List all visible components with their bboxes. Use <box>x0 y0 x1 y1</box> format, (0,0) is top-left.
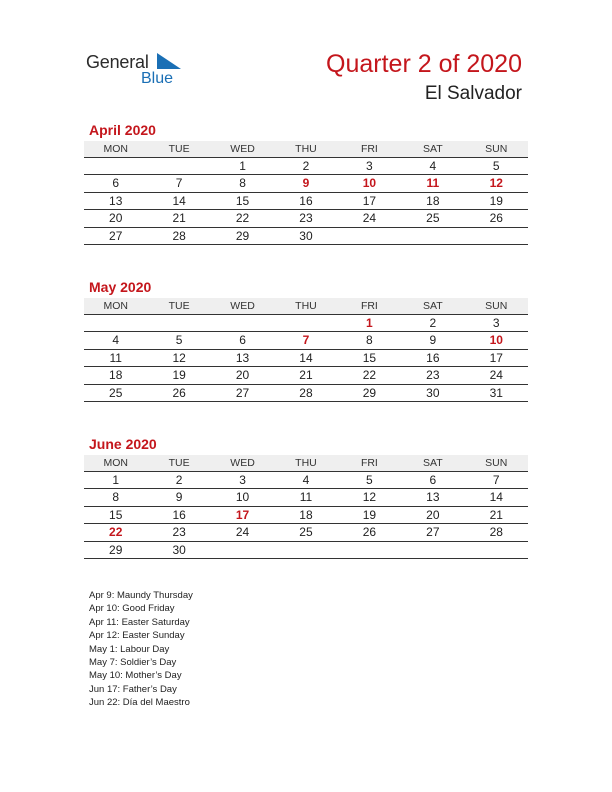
day-cell: 26 <box>172 385 186 400</box>
day-cell: 29 <box>109 542 123 557</box>
week-row <box>84 350 528 367</box>
holiday-item: Apr 9: Maundy Thursday <box>89 590 193 601</box>
day-cell: 28 <box>299 385 313 400</box>
day-cell: 28 <box>489 525 503 540</box>
day-cell: 30 <box>426 385 440 400</box>
week-row <box>84 315 528 332</box>
month-calendar-april <box>84 122 528 245</box>
week-row <box>84 472 528 489</box>
day-cell: 12 <box>489 176 503 191</box>
weekday-label: SAT <box>422 300 443 312</box>
day-cell <box>274 542 337 558</box>
day-cell: 7 <box>302 333 310 348</box>
day-cell: 5 <box>175 333 183 348</box>
weekday-label: SUN <box>485 143 508 155</box>
day-cell: 20 <box>109 211 123 226</box>
day-cell: 1 <box>112 473 120 487</box>
generalblue-logo <box>86 52 186 92</box>
weekday-label: WED <box>230 143 255 155</box>
day-cell: 2 <box>302 159 310 173</box>
day-cell: 25 <box>109 385 123 400</box>
day-cell: 9 <box>175 490 183 505</box>
holiday-item: Apr 10: Good Friday <box>89 603 175 615</box>
day-cell: 8 <box>366 333 373 348</box>
day-cell: 29 <box>235 228 250 243</box>
page-title: Quarter 2 of 2020 <box>326 50 522 78</box>
week-row <box>84 367 528 384</box>
day-cell: 20 <box>235 368 250 383</box>
month-title: April 2020 <box>89 122 156 138</box>
day-cell: 24 <box>489 368 503 383</box>
day-cell: 16 <box>172 507 186 522</box>
day-cell: 21 <box>299 368 313 383</box>
day-cell <box>465 228 528 244</box>
day-cell: 2 <box>429 316 437 330</box>
weekday-header <box>84 141 528 158</box>
day-cell: 7 <box>175 176 183 191</box>
day-cell: 19 <box>362 507 377 522</box>
weekday-header <box>84 298 528 315</box>
day-cell: 13 <box>109 193 123 208</box>
week-row <box>84 489 528 506</box>
day-cell: 13 <box>426 490 440 505</box>
holiday-item: Jun 17: Father’s Day <box>89 683 177 695</box>
holiday-item: Apr 11: Easter Saturday <box>89 616 190 628</box>
month-calendar-may <box>84 279 528 402</box>
day-cell: 20 <box>426 507 440 522</box>
week-row <box>84 158 528 175</box>
day-cell <box>211 542 274 558</box>
weekday-label: THU <box>295 457 317 469</box>
day-cell: 4 <box>429 159 437 173</box>
day-cell: 24 <box>235 525 250 540</box>
day-cell <box>465 542 528 558</box>
weekday-label: FRI <box>360 143 378 155</box>
day-cell: 6 <box>239 333 246 348</box>
day-cell: 27 <box>235 385 250 400</box>
day-cell: 16 <box>426 350 440 365</box>
day-cell: 8 <box>239 176 246 191</box>
month-title: May 2020 <box>89 279 152 295</box>
day-cell: 30 <box>172 542 186 557</box>
day-cell <box>147 315 210 331</box>
day-cell <box>84 315 147 331</box>
weekday-label: THU <box>295 300 317 312</box>
weekday-label: TUE <box>168 457 190 469</box>
day-cell: 10 <box>489 333 503 348</box>
day-cell: 31 <box>489 385 503 400</box>
weekday-label: FRI <box>360 300 378 312</box>
day-cell: 5 <box>366 473 373 487</box>
logo-text-general: General <box>86 52 149 72</box>
day-cell: 17 <box>489 350 503 365</box>
day-cell: 10 <box>362 176 377 191</box>
weekday-label: TUE <box>168 300 190 312</box>
day-cell: 28 <box>172 228 186 243</box>
weekday-label: MON <box>103 300 128 312</box>
week-row <box>84 175 528 192</box>
day-cell: 23 <box>299 211 313 226</box>
day-cell: 9 <box>429 333 437 348</box>
week-row <box>84 332 528 349</box>
day-cell: 15 <box>109 507 123 522</box>
week-row <box>84 542 528 559</box>
logo-text-blue: Blue <box>141 70 174 87</box>
day-cell: 21 <box>172 211 186 226</box>
day-cell: 30 <box>299 228 313 243</box>
day-cell: 15 <box>235 193 250 208</box>
day-cell: 15 <box>362 350 377 365</box>
day-cell: 12 <box>172 350 186 365</box>
weekday-label: WED <box>230 300 255 312</box>
day-cell: 2 <box>175 473 183 487</box>
day-cell: 17 <box>235 507 250 522</box>
day-cell: 26 <box>362 525 377 540</box>
day-cell <box>338 228 401 244</box>
day-cell: 11 <box>426 176 440 191</box>
day-cell: 3 <box>239 473 246 487</box>
day-cell: 4 <box>302 473 310 487</box>
day-cell: 25 <box>426 211 440 226</box>
day-cell <box>338 542 401 558</box>
month-title: June 2020 <box>89 436 157 452</box>
week-row <box>84 193 528 210</box>
day-cell: 14 <box>299 350 313 365</box>
day-cell: 27 <box>109 228 123 243</box>
holiday-list <box>89 589 193 710</box>
day-cell <box>401 542 464 558</box>
day-cell: 11 <box>299 490 313 505</box>
day-cell: 18 <box>426 193 440 208</box>
day-cell: 10 <box>235 490 250 505</box>
weekday-label: SUN <box>485 457 508 469</box>
day-cell: 13 <box>235 350 250 365</box>
week-row <box>84 385 528 402</box>
day-cell: 12 <box>362 490 377 505</box>
weekday-label: WED <box>230 457 255 469</box>
day-cell: 3 <box>492 316 500 330</box>
day-cell: 22 <box>109 525 123 540</box>
holiday-item: Apr 12: Easter Sunday <box>89 630 185 642</box>
holiday-item: Jun 22: Día del Maestro <box>89 697 190 709</box>
day-cell: 14 <box>172 193 186 208</box>
day-cell: 6 <box>112 176 120 191</box>
holiday-item: May 10: Mother’s Day <box>89 670 182 682</box>
day-cell: 21 <box>489 507 503 522</box>
weekday-label: FRI <box>360 457 378 469</box>
week-row <box>84 524 528 541</box>
weekday-header <box>84 455 528 472</box>
day-cell: 11 <box>109 350 122 365</box>
day-cell: 23 <box>426 368 440 383</box>
day-cell: 1 <box>239 159 246 173</box>
weekday-label: MON <box>103 457 128 469</box>
day-cell <box>147 158 210 174</box>
day-cell: 29 <box>362 385 377 400</box>
day-cell: 7 <box>492 473 500 487</box>
day-cell: 5 <box>492 159 500 173</box>
day-cell: 19 <box>172 368 186 383</box>
weekday-label: TUE <box>168 143 190 155</box>
day-cell: 22 <box>362 368 377 383</box>
weekday-label: MON <box>103 143 128 155</box>
day-cell: 16 <box>299 193 313 208</box>
weekday-label: SAT <box>422 457 443 469</box>
day-cell: 18 <box>299 507 313 522</box>
day-cell: 8 <box>112 490 120 505</box>
holiday-item: May 7: Soldier’s Day <box>89 657 177 669</box>
week-row <box>84 507 528 524</box>
day-cell: 27 <box>426 525 440 540</box>
day-cell: 23 <box>172 525 186 540</box>
holiday-item: May 1: Labour Day <box>89 643 170 655</box>
day-cell: 25 <box>299 525 313 540</box>
weekday-label: SUN <box>485 300 508 312</box>
day-cell: 6 <box>429 473 437 487</box>
day-cell: 17 <box>362 193 377 208</box>
day-cell <box>211 315 274 331</box>
day-cell <box>84 158 147 174</box>
day-cell: 4 <box>112 333 120 348</box>
day-cell: 1 <box>366 316 373 330</box>
month-calendar-june <box>84 436 528 559</box>
day-cell: 3 <box>366 159 373 173</box>
day-cell: 18 <box>109 368 123 383</box>
country-name: El Salvador <box>424 83 522 104</box>
day-cell: 24 <box>362 211 377 226</box>
week-row <box>84 228 528 245</box>
day-cell <box>401 228 464 244</box>
day-cell: 22 <box>235 211 250 226</box>
weekday-label: THU <box>295 143 317 155</box>
day-cell: 9 <box>302 176 310 191</box>
week-row <box>84 210 528 227</box>
weekday-label: SAT <box>422 143 443 155</box>
day-cell <box>274 315 337 331</box>
day-cell: 14 <box>489 490 503 505</box>
logo-triangle-icon <box>157 53 181 69</box>
day-cell: 26 <box>489 211 503 226</box>
day-cell: 19 <box>489 193 503 208</box>
